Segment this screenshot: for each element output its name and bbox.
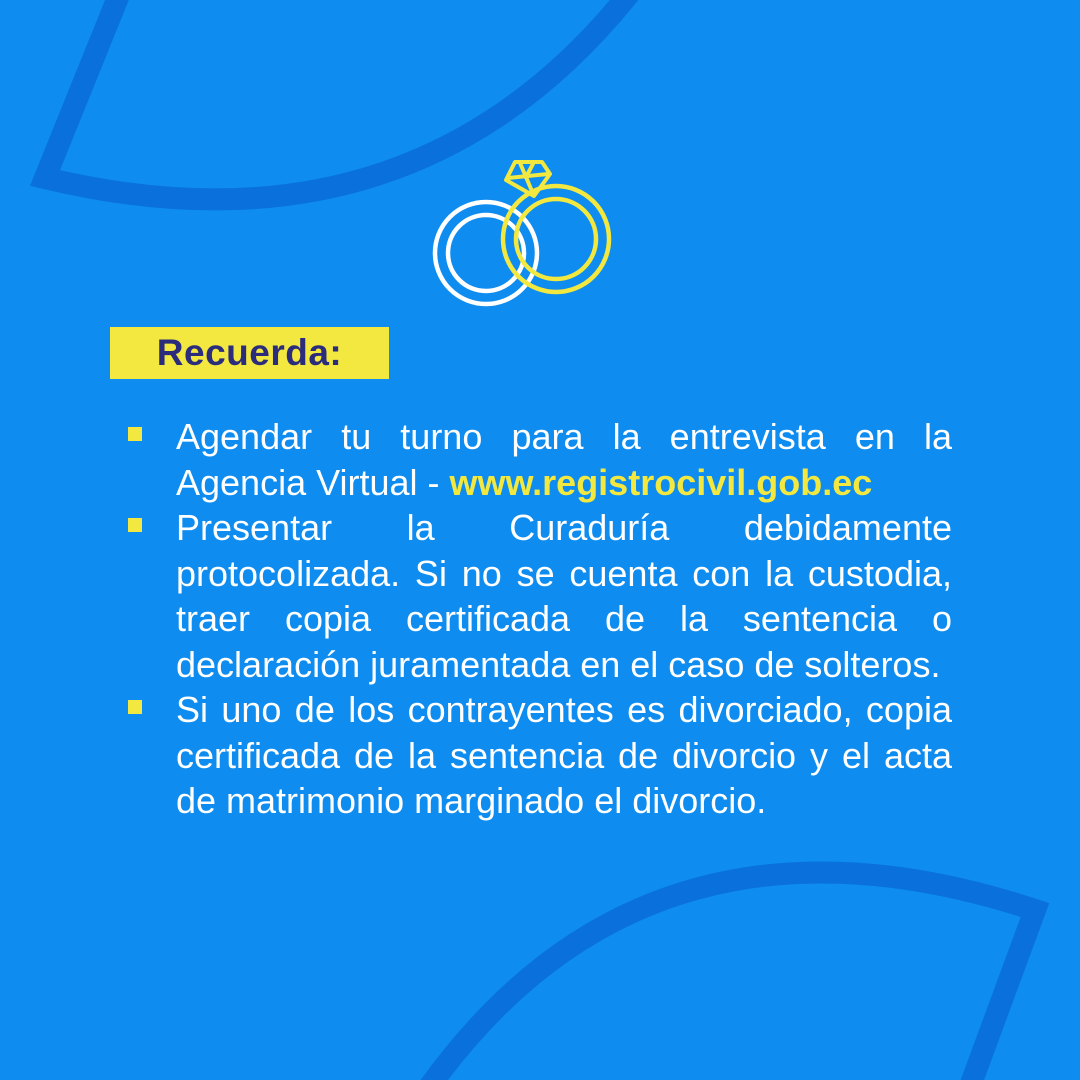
square-bullet-icon — [128, 700, 142, 714]
list-item — [176, 505, 952, 687]
recuerda-label: Recuerda: — [156, 332, 343, 373]
square-bullet-icon — [128, 427, 142, 441]
item-text: Si uno de los contrayentes es divorciado, copia certificada de la sentencia de divorcio y el acta de matrimonio marginado el divorcio. — [176, 689, 952, 821]
bottom-right-arc — [420, 872, 1035, 1080]
requirements-list — [176, 414, 952, 824]
list-item — [176, 414, 952, 505]
item-text: Agendar tu turno para la entrevista en la Agencia Virtual - — [176, 416, 952, 503]
square-bullet-icon — [128, 518, 142, 532]
recuerda-badge — [110, 327, 389, 379]
wedding-rings-icon — [430, 158, 615, 310]
item-text: Presentar la Curaduría debidamente protocolizada. Si no se cuenta con la custodia, traer copia certificada de la sentencia o declaración juramentada en el caso de solteros. — [176, 507, 952, 685]
website-link[interactable]: www.registrocivil.gob.ec — [449, 461, 873, 503]
list-item — [176, 687, 952, 824]
diamond-icon — [506, 162, 550, 196]
